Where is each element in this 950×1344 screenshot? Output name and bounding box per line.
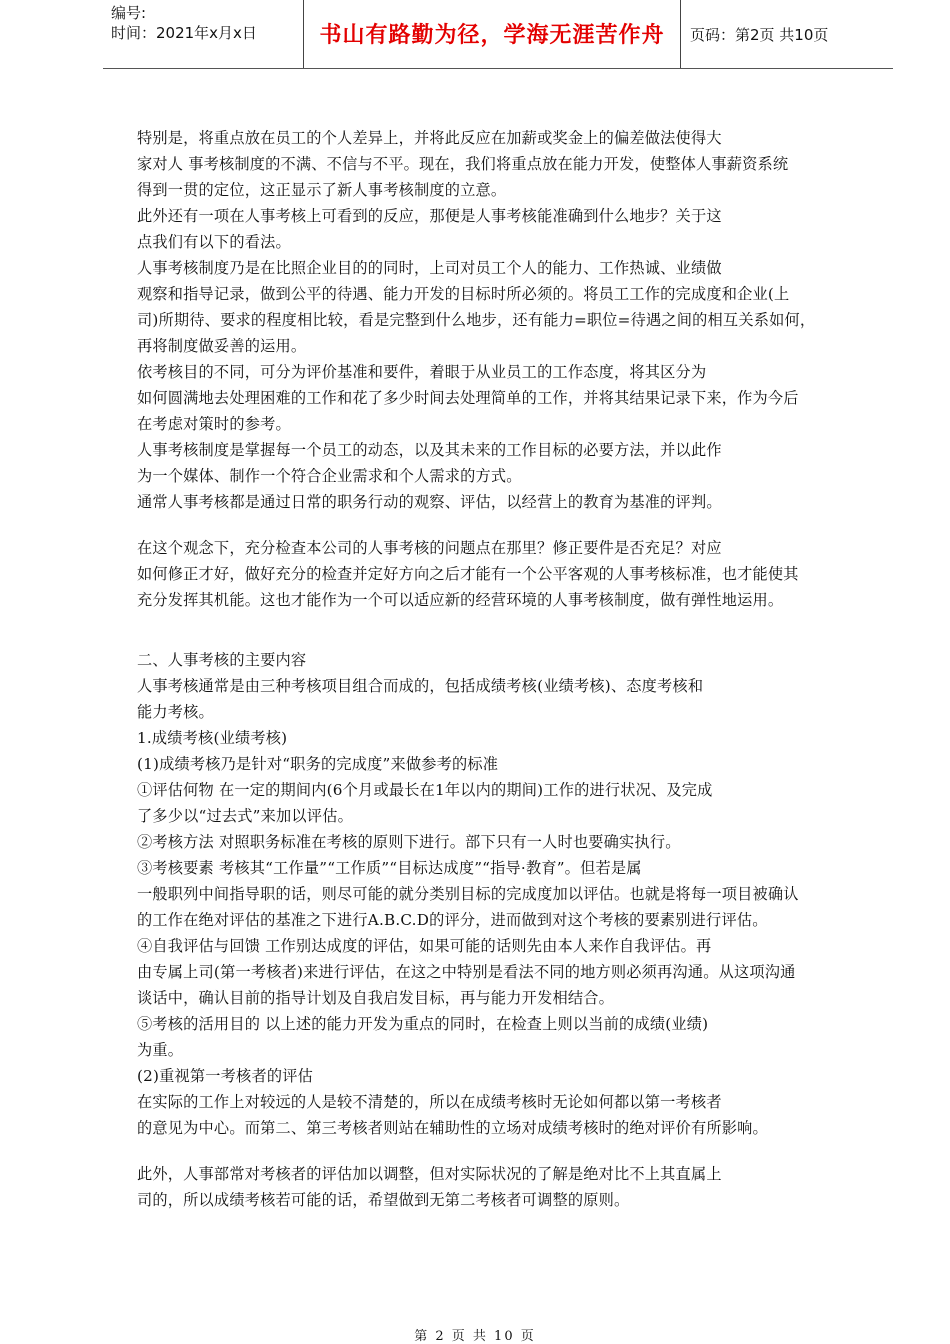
header-page-cell [680,0,893,68]
page-code: 页码：第2页 共10页 [690,26,829,44]
text-line: 的意见为中心。而第二、第三考核者则站在辅助性的立场对成绩考核时的绝对评价有所影响。 [137,1119,768,1137]
text-line: 得到一贯的定位，这正显示了新人事考核制度的立意。 [137,181,507,199]
text-line: 二、人事考核的主要内容 [137,651,307,669]
text-line: 点我们有以下的看法。 [137,233,291,251]
text-line: (2)重视第一考核者的评估 [137,1067,313,1085]
text-line: ②考核方法 对照职务标准在考核的原则下进行。部下只有一人时也要确实执行。 [137,833,681,851]
text-line: 家对人 事考核制度的不满、不信与不平。现在，我们将重点放在能力开发，使整体人事薪资系统 [137,155,789,173]
text-line: 特别是，将重点放在员工的个人差异上，并将此反应在加薪或奖金上的偏差做法使得大 [137,129,722,147]
motto-text: 书山有路勤为径，学海无涯苦作舟 [319,23,665,48]
page-footer: 第 2 页 共 10 页 [414,1329,536,1344]
header-motto-cell [303,0,681,68]
text-line: 一般职列中间指导职的话，则尽可能的就分类别目标的完成度加以评估。也就是将每一项目被确认 [137,885,799,903]
text-line: 观察和指导记录，做到公平的待遇、能力开发的目标时所必须的。将员工工作的完成度和企业(上 [137,285,790,303]
document-body [137,125,867,1213]
text-line: ③考核要素 考核其“工作量”“工作质”“目标达成度”“指导·教育”。但若是属 [137,859,642,877]
text-line: ⑤考核的活用目的 以上述的能力开发为重点的同时，在检查上则以当前的成绩(业绩) [137,1015,709,1033]
text-line: 能力考核。 [137,703,214,721]
text-line: 此外还有一项在人事考核上可看到的反应，那便是人事考核能准确到什么地步？关于这 [137,207,722,225]
text-line: 人事考核通常是由三种考核项目组合而成的，包括成绩考核(业绩考核)、态度考核和 [137,677,704,695]
time-label: 时间：2021年x月x日 [111,24,257,42]
text-line: 在实际的工作上对较远的人是较不清楚的，所以在成绩考核时无论如何都以第一考核者 [137,1093,722,1111]
header-info-cell [103,0,303,68]
text-line: 的工作在绝对评估的基准之下进行A.B.C.D的评分，进而做到对这个考核的要素别进行评估。 [137,911,768,929]
text-line: 人事考核制度是掌握每一个员工的动态，以及其未来的工作目标的必要方法，并以此作 [137,441,722,459]
text-line: 如何圆满地去处理困难的工作和花了多少时间去处理简单的工作，并将其结果记录下来，作为今后 [137,389,799,407]
text-line: ④自我评估与回馈 工作别达成度的评估，如果可能的话则先由本人来作自我评估。再 [137,937,712,955]
text-line: 在这个观念下，充分检查本公司的人事考核的问题点在那里？修正要件是否充足？对应 [137,539,722,557]
text-line: 1.成绩考核(业绩考核) [137,729,288,747]
text-line: ①评估何物 在一定的期间内(6个月或最长在1年以内的期间)工作的进行状况、及完成 [137,781,713,799]
text-line: 人事考核制度乃是在比照企业目的的同时，上司对员工个人的能力、工作热诚、业绩做 [137,259,722,277]
text-line: 如何修正才好，做好充分的检查并定好方向之后才能有一个公平客观的人事考核标准，也才能使其 [137,565,799,583]
text-line: 司的，所以成绩考核若可能的话，希望做到无第二考核者可调整的原则。 [137,1191,630,1209]
text-line: 依考核目的不同，可分为评价基准和要件，着眼于从业员工的工作态度，将其区分为 [137,363,707,381]
text-line: 充分发挥其机能。这也才能作为一个可以适应新的经营环境的人事考核制度，做有弹性地运用。 [137,591,784,609]
text-line: 为一个媒体、制作一个符合企业需求和个人需求的方式。 [137,467,522,485]
text-line: 通常人事考核都是通过日常的职务行动的观察、评估，以经营上的教育为基准的评判。 [137,493,722,511]
text-line: 此外，人事部常对考核者的评估加以调整，但对实际状况的了解是绝对比不上其直属上 [137,1165,722,1183]
text-line: 司)所期待、要求的程度相比较，看是完整到什么地步，还有能力=职位=待遇之间的相互关系如何， [137,311,816,329]
paragraph-gap [137,1141,867,1161]
text-line: 再将制度做妥善的运用。 [137,337,307,355]
number-label: 编号: [111,4,147,22]
text-line: 在考虑对策时的参考。 [137,415,291,433]
paragraph-gap [137,515,867,535]
text-line: 由专属上司(第一考核者)来进行评估，在这之中特别是看法不同的地方则必须再沟通。从这项沟通 [137,963,796,981]
page-header [103,0,893,69]
text-line: 为重。 [137,1041,184,1059]
text-line: (1)成绩考核乃是针对“职务的完成度”来做参考的标准 [137,755,499,773]
paragraph-gap [137,613,867,647]
text-line: 谈话中，确认目前的指导计划及自我启发目标，再与能力开发相结合。 [137,989,615,1007]
text-line: 了多少以“过去式”来加以评估。 [137,807,353,825]
